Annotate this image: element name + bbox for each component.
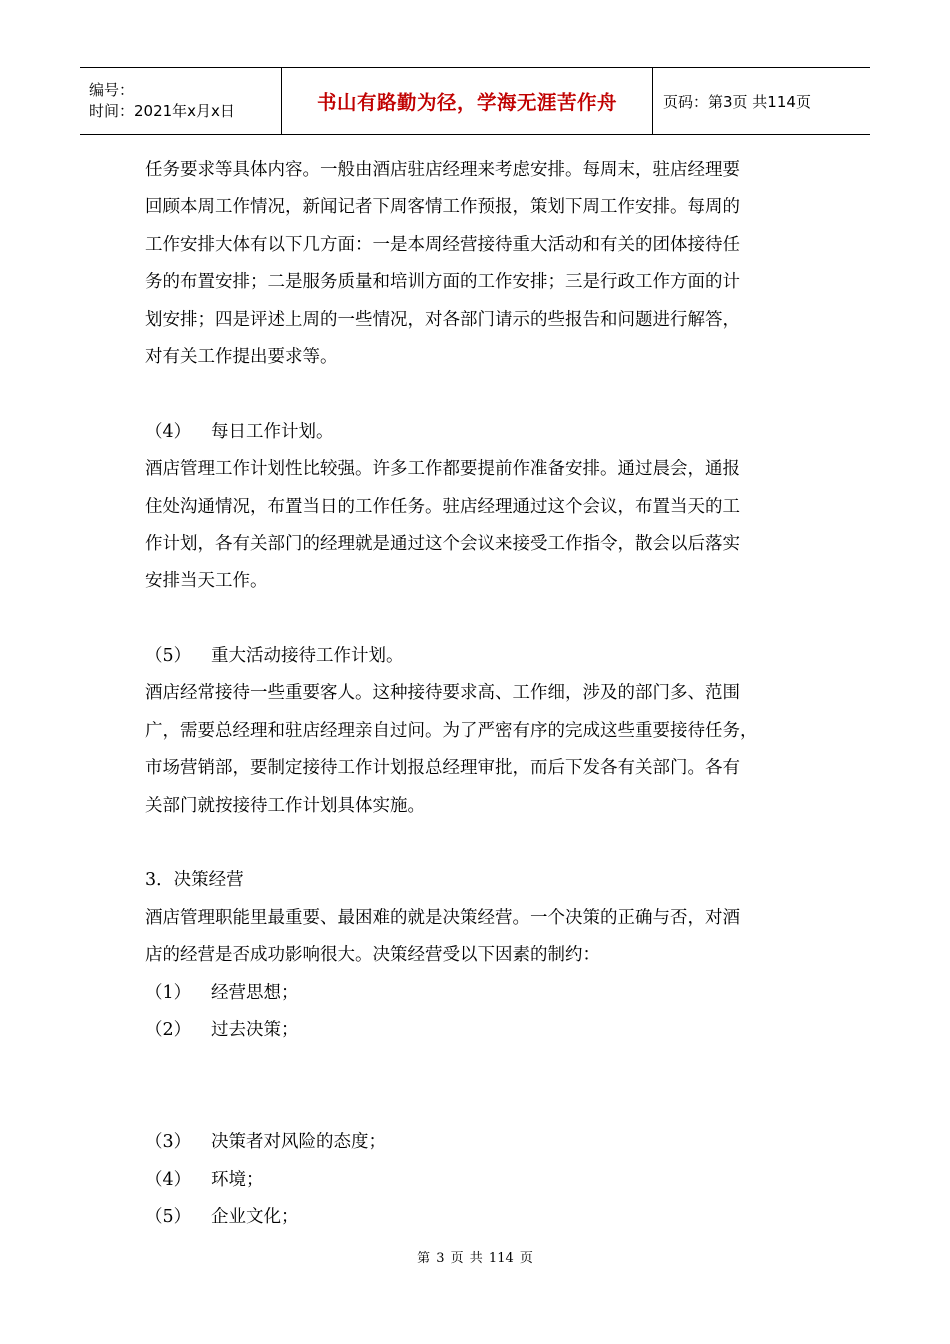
list-text: 过去决策； [211,1019,299,1040]
header-motto-cell [281,68,653,134]
list-item [145,1162,825,1199]
paragraph-line: 安排当天工作。 [145,571,268,592]
paragraph-line: 广，需要总经理和驻店经理亲自过问。为了严密有序的完成这些重要接待任务， [145,720,758,741]
list-text: 经营思想； [211,982,299,1003]
paragraph-line: 酒店管理工作计划性比较强。许多工作都要提前作准备安排。通过晨会，通报 [145,459,740,480]
serial-label: 编号： [89,81,135,99]
paragraph-line: 务的布置安排；二是服务质量和培训方面的工作安排；三是行政工作方面的计 [145,272,740,293]
list-number: （2） [145,1019,192,1040]
paragraph-line: 划安排；四是评述上周的一些情况，对各部门请示的些报告和问题进行解答， [145,309,740,330]
heading-number: （4） [145,421,192,442]
paragraph-line: 工作安排大体有以下几方面：一是本周经营接待重大活动和有关的团体接待任 [145,234,740,255]
list-item [145,1012,825,1049]
document-body [145,152,825,1236]
section-heading [145,414,825,451]
paragraph-line: 市场营销部，要制定接待工作计划报总经理审批，而后下发各有关部门。各有 [145,758,740,779]
section-heading [145,638,825,675]
list-number: （4） [145,1169,192,1190]
header-motto: 书山有路勤为径，学海无涯苦作舟 [316,91,617,114]
list-item [145,1124,825,1161]
heading-text: 重大活动接待工作计划。 [211,646,404,667]
paragraph-line: 任务要求等具体内容。一般由酒店驻店经理来考虑安排。每周末，驻店经理要 [145,160,740,180]
header-page-info-cell [653,68,870,134]
heading-number: （5） [145,646,192,667]
list-number: （5） [145,1206,192,1227]
paragraph-line: 住处沟通情况，布置当日的工作任务。驻店经理通过这个会议，布置当天的工 [145,496,740,517]
paragraph-line: 酒店经常接待一些重要客人。这种接待要求高、工作细，涉及的部门多、范围 [145,683,740,704]
paragraph-line: 关部门就按接待工作计划具体实施。 [145,795,425,816]
paragraph-line: 作计划，各有关部门的经理就是通过这个会议来接受工作指令，散会以后落实 [145,533,740,554]
list-number: （3） [145,1132,192,1153]
page-footer: 第 3 页 共 114 页 [417,1251,533,1266]
list-text: 决策者对风险的态度； [211,1132,386,1153]
list-item [145,1199,825,1236]
list-text: 环境； [211,1169,264,1190]
paragraph-line: 酒店管理职能里最重要、最困难的就是决策经营。一个决策的正确与否，对酒 [145,907,740,928]
list-text: 企业文化； [211,1206,299,1227]
section-title: 3．决策经营 [145,870,244,891]
heading-text: 每日工作计划。 [211,421,334,442]
paragraph-line: 店的经营是否成功影响很大。决策经营受以下因素的制约： [145,945,600,966]
page-header [80,67,870,135]
paragraph-line: 回顾本周工作情况，新闻记者下周客情工作预报，策划下周工作安排。每周的 [145,197,740,218]
header-page-info: 页码：第3页 共114页 [663,92,811,111]
list-item [145,975,825,1012]
paragraph-line: 对有关工作提出要求等。 [145,346,338,367]
list-number: （1） [145,982,192,1003]
header-meta [80,68,281,134]
date-line: 时间：2021年x月x日 [89,102,235,120]
